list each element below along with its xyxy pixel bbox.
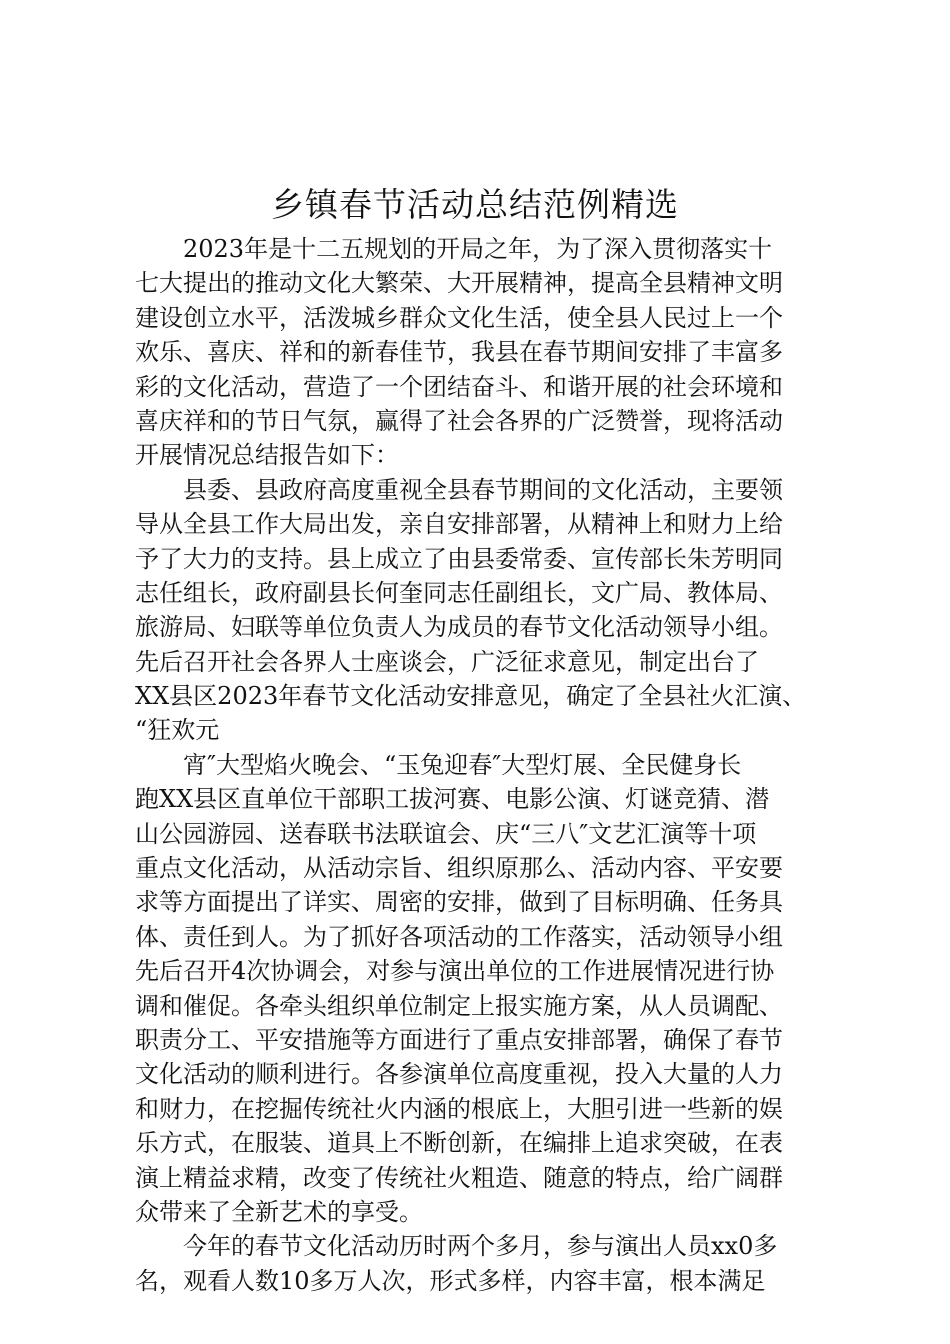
- paragraph-line: 名，观看人数10多万人次，形式多样，内容丰富，根本满足: [135, 1266, 766, 1295]
- paragraph-line: 七大提出的推动文化大繁荣、大开展精神，提高全县精神文明: [135, 269, 783, 298]
- paragraph-first-line: 2023年是十二五规划的开局之年，为了深入贯彻落实十: [183, 235, 773, 263]
- paragraph-line: 职责分工、平安措施等方面进行了重点安排部署，确保了春节: [135, 1025, 783, 1054]
- paragraph-line: 重点文化活动，从活动宗旨、组织原那么、活动内容、平安要: [135, 854, 783, 883]
- paragraph-line: 山公园游园、送春联书法联谊会、庆“三八″文艺汇演等十项: [135, 819, 757, 848]
- paragraph-first-line: 宵″大型焰火晚会、“玉兔迎春″大型灯展、全民健身长: [183, 750, 742, 779]
- paragraph-line: 开展情况总结报告如下：: [135, 441, 399, 470]
- paragraph-line: 体、责任到人。为了抓好各项活动的工作落实，活动领导小组: [135, 922, 783, 951]
- paragraph-line: 建设创立水平，活泼城乡群众文化生活，使全县人民过上一个: [135, 303, 783, 332]
- paragraph-line: 跑XX县区直单位干部职工拔河赛、电影公演、灯谜竞猜、潜: [135, 785, 770, 814]
- paragraph-line: 先后召开4次协调会，对参与演出单位的工作进展情况进行协: [135, 957, 775, 986]
- paragraph-line: 演上精益求精，改变了传统社火粗造、随意的特点，给广阔群: [135, 1163, 783, 1192]
- paragraph-line: 喜庆祥和的节日气氛，赢得了社会各界的广泛赞誉，现将活动: [135, 406, 783, 435]
- paragraph-line: 予了大力的支持。县上成立了由县委常委、宣传部长朱芳明同: [135, 544, 783, 573]
- document-title: 乡镇春节活动总结范例精选: [271, 185, 679, 224]
- paragraph-line: 文化活动的顺利进行。各参演单位高度重视，投入大量的人力: [135, 1060, 783, 1089]
- paragraph-line: 彩的文化活动，营造了一个团结奋斗、和谐开展的社会环境和: [135, 372, 783, 401]
- paragraph-first-line: 县委、县政府高度重视全县春节期间的文化活动，主要领: [183, 475, 783, 504]
- paragraph-line: “狂欢元: [135, 716, 220, 745]
- paragraph-line: 旅游局、妇联等单位负责人为成员的春节文化活动领导小组。: [135, 613, 783, 642]
- paragraph-line: 欢乐、喜庆、祥和的新春佳节，我县在春节期间安排了丰富多: [135, 338, 783, 367]
- paragraph-line: XX县区2023年春节文化活动安排意见，确定了全县社火汇演、: [135, 682, 807, 711]
- document-body: [135, 232, 825, 1298]
- paragraph-line: 众带来了全新艺术的享受。: [135, 1197, 423, 1226]
- paragraph-line: 和财力，在挖掘传统社火内涵的根底上，大胆引进一些新的娱: [135, 1094, 783, 1123]
- paragraph-line: 志任组长，政府副县长何奎同志任副组长，文广局、教体局、: [135, 578, 783, 607]
- paragraph-line: 先后召开社会各界人士座谈会，广泛征求意见，制定出台了: [135, 647, 759, 676]
- paragraph-line: 求等方面提出了详实、周密的安排，做到了目标明确、任务具: [135, 888, 783, 917]
- paragraph-line: 调和催促。各牵头组织单位制定上报实施方案，从人员调配、: [135, 991, 783, 1020]
- paragraph-line: 导从全县工作大局出发，亲自安排部署，从精神上和财力上给: [135, 510, 783, 539]
- paragraph-first-line: 今年的春节文化活动历时两个多月，参与演出人员xx0多: [183, 1232, 778, 1261]
- paragraph-line: 乐方式，在服装、道具上不断创新，在编排上追求突破，在表: [135, 1129, 783, 1158]
